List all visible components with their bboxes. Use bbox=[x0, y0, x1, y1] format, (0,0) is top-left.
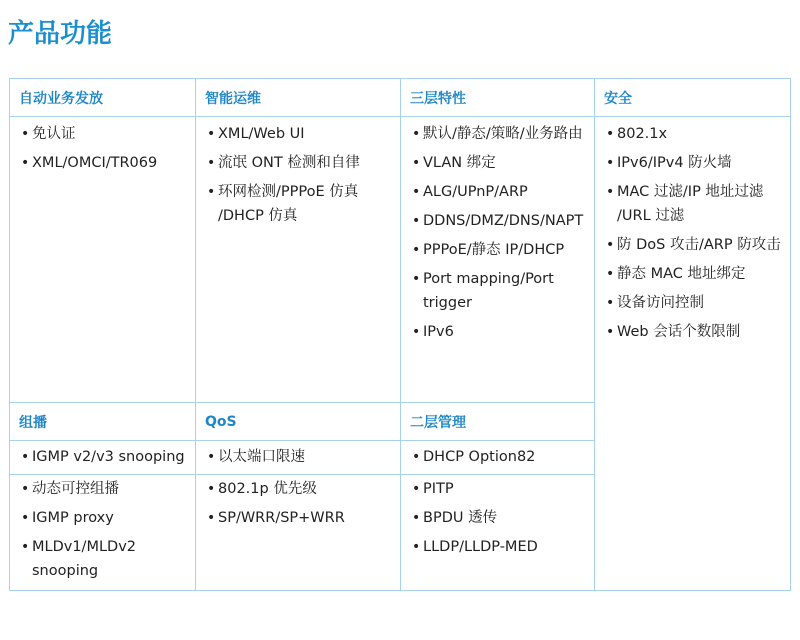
list-item: • IGMP v2/v3 snooping bbox=[21, 449, 185, 465]
section-header-layer2: 二层管理 bbox=[410, 414, 466, 431]
list-item: • 流氓 ONT 检测和自律 bbox=[207, 155, 360, 171]
list-item: • 动态可控组播 bbox=[21, 481, 119, 497]
list-item: • ALG/UPnP/ARP bbox=[412, 184, 528, 200]
list-item: • 防 DoS 攻击/ARP 防攻击 bbox=[606, 237, 781, 253]
list-item: • IPv6/IPv4 防火墙 bbox=[606, 155, 732, 171]
page-title: 产品功能 bbox=[8, 19, 113, 49]
list-item: • XML/Web UI bbox=[207, 126, 305, 142]
list-item: • DHCP Option82 bbox=[412, 449, 536, 465]
section-header-multicast: 组播 bbox=[19, 414, 47, 431]
list-item: • SP/WRR/SP+WRR bbox=[207, 510, 345, 526]
section-header-security: 安全 bbox=[604, 90, 632, 107]
section-body-layer2-row1 bbox=[401, 441, 594, 474]
section-body-layer2-row2 bbox=[401, 475, 594, 564]
section-body-qos-row1 bbox=[196, 441, 400, 474]
list-item: • LLDP/LLDP-MED bbox=[412, 539, 538, 555]
list-item: • 以太端口限速 bbox=[207, 449, 305, 465]
section-header-qos: QoS bbox=[205, 413, 237, 430]
section-body-multicast-row1 bbox=[10, 441, 195, 474]
list-item: • 免认证 bbox=[21, 126, 76, 142]
list-item: • DDNS/DMZ/DNS/NAPT bbox=[412, 213, 584, 229]
list-item: • 802.1p 优先级 bbox=[207, 481, 317, 497]
list-item: • IPv6 bbox=[412, 324, 454, 340]
section-body-multicast-row2 bbox=[10, 475, 195, 588]
section-header-layer3: 三层特性 bbox=[410, 90, 466, 107]
list-item: • 802.1x bbox=[606, 126, 668, 142]
list-item: • Port mapping/Port trigger bbox=[412, 271, 554, 311]
feature-table bbox=[9, 78, 791, 591]
list-item: • PITP bbox=[412, 481, 454, 497]
list-item: • MLDv1/MLDv2 snooping bbox=[21, 539, 137, 579]
list-item: • PPPoE/静态 IP/DHCP bbox=[412, 242, 565, 258]
list-item: • VLAN 绑定 bbox=[412, 155, 496, 171]
list-item: • MAC 过滤/IP 地址过滤 /URL 过滤 bbox=[606, 184, 764, 224]
section-body-layer3 bbox=[401, 117, 594, 349]
list-item: • 环网检测/PPPoE 仿真 /DHCP 仿真 bbox=[207, 184, 359, 224]
section-body-auto-provisioning bbox=[10, 117, 195, 180]
list-item: • 设备访问控制 bbox=[606, 295, 704, 311]
list-item: • IGMP proxy bbox=[21, 510, 114, 526]
section-body-smart-maintenance bbox=[196, 117, 400, 233]
list-item: • XML/OMCI/TR069 bbox=[21, 155, 158, 171]
list-item: • 静态 MAC 地址绑定 bbox=[606, 266, 746, 282]
section-header-auto-provisioning: 自动业务发放 bbox=[19, 90, 103, 107]
list-item: • BPDU 透传 bbox=[412, 510, 498, 526]
list-item: • 默认/静态/策略/业务路由 bbox=[412, 126, 583, 142]
section-body-qos-row2 bbox=[196, 475, 400, 535]
section-header-smart-maintenance: 智能运维 bbox=[205, 90, 261, 107]
list-item: • Web 会话个数限制 bbox=[606, 324, 741, 340]
section-body-security bbox=[595, 117, 790, 349]
